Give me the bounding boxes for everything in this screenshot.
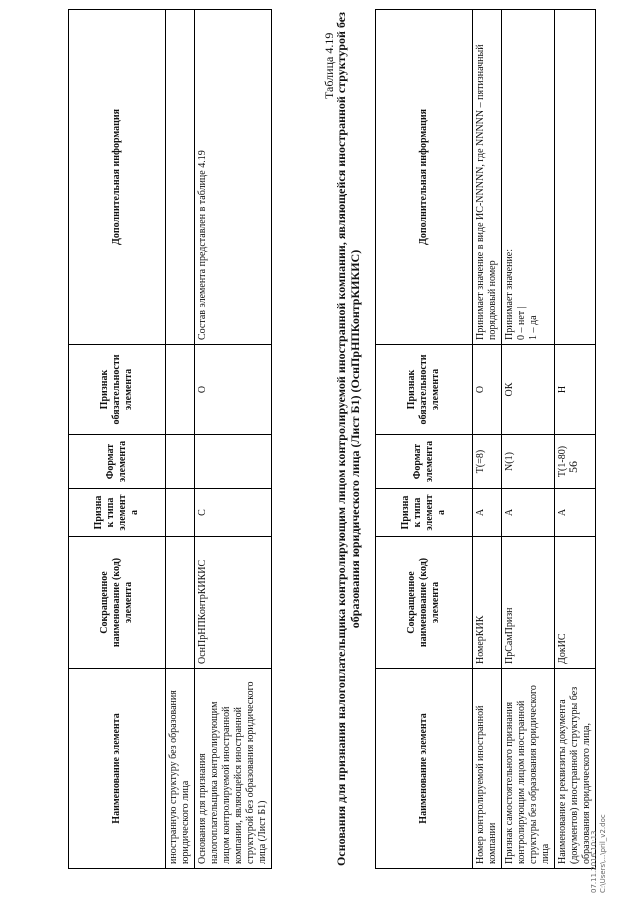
table-cell <box>166 10 195 345</box>
table-cell: Основания для признания налогоплательщика контролирующим лицом контролируемой иностранной компании, являющейся иностранной структурой без образования юридического лица (Лист Б1) <box>195 669 272 869</box>
table-cell: А <box>473 489 502 537</box>
table-cell: иностранную структуру без образования юридического лица <box>166 669 195 869</box>
table-continuation <box>68 9 272 869</box>
header-cell: Наименование элемента <box>376 669 473 869</box>
table-cell: НомерКИК <box>473 537 502 669</box>
table-cell: Номер контролируемой иностранной компании <box>473 669 502 869</box>
table-row <box>195 10 272 869</box>
table-cell <box>166 537 195 669</box>
header-cell: Дополнительная информация <box>376 10 473 345</box>
header-cell: Признак обязательности элемента <box>69 345 166 435</box>
table-cell: А <box>555 489 596 537</box>
table-cell <box>555 10 596 345</box>
table-cell: T(1-80) <box>555 435 596 489</box>
table-cell: T(=8) <box>473 435 502 489</box>
table-cell: О <box>473 345 502 435</box>
table-number: Таблица 4.19 <box>322 32 336 99</box>
table-cell: Н <box>555 345 596 435</box>
table-row <box>502 10 555 869</box>
table-row <box>473 10 502 869</box>
table-cell: ПрСамПризн <box>502 537 555 669</box>
table-header-row <box>376 10 473 869</box>
header-cell: Формат элемента <box>376 435 473 489</box>
table-cell: Принимает значение в виде ИС-NNNNN, где NNNNN – пятизначный порядковый номер <box>473 10 502 345</box>
table-cell <box>166 345 195 435</box>
table-cell <box>195 435 272 489</box>
file-stamp: 07.11.2016 10:13 С:\Users\...\pril_v2.doc <box>590 814 607 893</box>
table-title: Основания для признания налогоплательщика контролирующим лицом контролируемой иностранной компании, являющейся иностранной структурой без образования юридического лица (Лист Б1) (ОснПрНПКонтрКИКИС) <box>334 12 362 866</box>
table-cell: Признак самостоятельного признания контролирующим лицом иностранной структуры без образования юридического лица <box>502 669 555 869</box>
table-cell: А <box>502 489 555 537</box>
table-cell: Принимает значение: 0 – нет | 1 – да <box>502 10 555 345</box>
table-cell: Состав элемента представлен в таблице 4.19 <box>195 10 272 345</box>
header-cell: Признак типа элемента <box>376 489 473 537</box>
table-cell: ДокИС <box>555 537 596 669</box>
header-cell: Сокращенное наименование (код) элемента <box>376 537 473 669</box>
header-cell: Признак обязательности элемента <box>376 345 473 435</box>
table-header-row <box>69 10 166 869</box>
table-row <box>166 10 195 869</box>
header-cell: Наименование элемента <box>69 669 166 869</box>
header-cell: Формат элемента <box>69 435 166 489</box>
table-cell <box>166 435 195 489</box>
page-number: 56 <box>566 461 580 473</box>
table-cell: С <box>195 489 272 537</box>
table-cell: ОК <box>502 345 555 435</box>
table-row <box>555 10 596 869</box>
table-cell <box>166 489 195 537</box>
header-cell: Сокращенное наименование (код) элемента <box>69 537 166 669</box>
table-cell: N(1) <box>502 435 555 489</box>
table-cell: О <box>195 345 272 435</box>
header-cell: Признак типа элемента <box>69 489 166 537</box>
table-cell: Наименование и реквизиты документа (документов) иностранной структуры без образования юридического лица, <box>555 669 596 869</box>
header-cell: Дополнительная информация <box>69 10 166 345</box>
table-4-19 <box>375 9 596 869</box>
table-cell: ОснПрНПКонтрКИКИС <box>195 537 272 669</box>
